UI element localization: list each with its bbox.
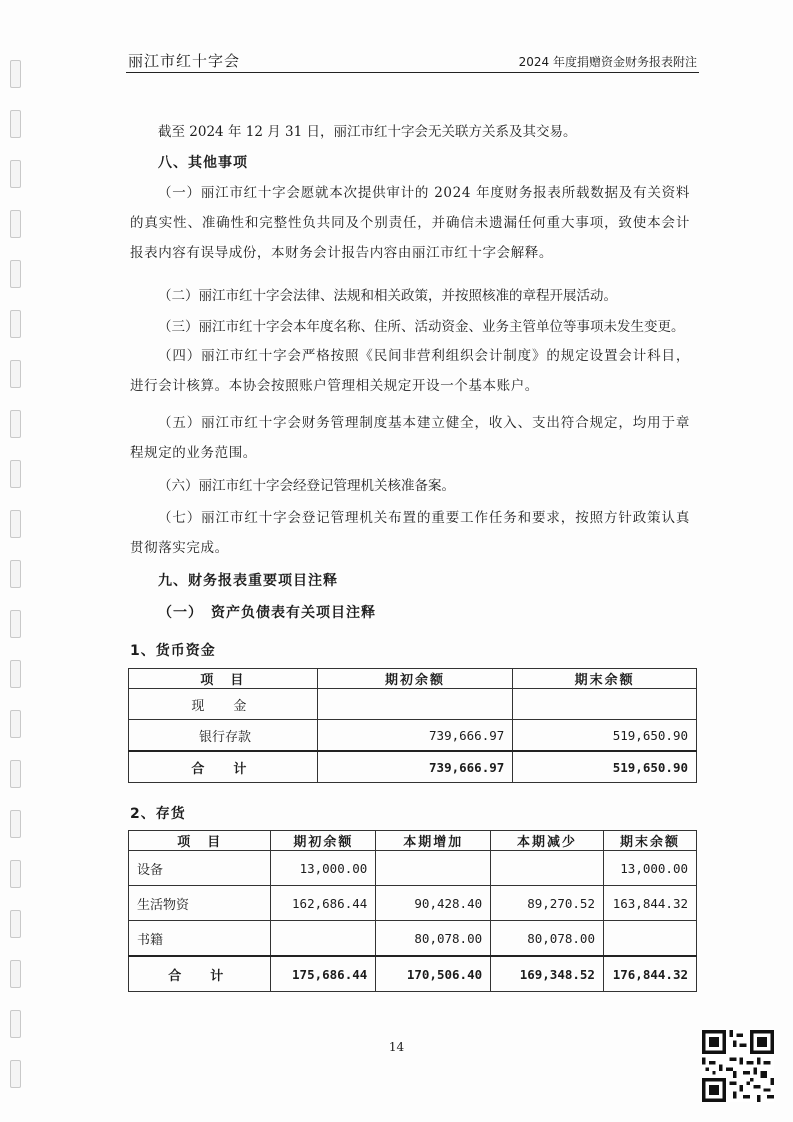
table-row xyxy=(129,851,697,886)
total-label: 合 计 xyxy=(129,956,271,992)
column-header: 项 目 xyxy=(129,669,318,689)
table-row xyxy=(129,886,697,921)
cell-value: 13,000.00 xyxy=(271,851,376,886)
column-header: 项 目 xyxy=(129,831,271,851)
total-value: 739,666.97 xyxy=(317,751,513,783)
column-header: 期末余额 xyxy=(513,669,697,689)
table-2-title: 2、存货 xyxy=(130,806,186,822)
section-9-heading: 九、财务报表重要项目注释 xyxy=(158,573,338,589)
cell-value xyxy=(271,921,376,957)
column-header: 本期增加 xyxy=(376,831,491,851)
row-label: 现 金 xyxy=(129,689,318,720)
cell-value: 162,686.44 xyxy=(271,886,376,921)
column-header: 本期减少 xyxy=(491,831,604,851)
header-divider xyxy=(126,72,699,73)
cell-value: 519,650.90 xyxy=(513,720,697,752)
item-7: （七）丽江市红十字会登记管理机关布置的重要工作任务和要求，按照方针政策认真贯彻落实完成。 xyxy=(130,510,690,556)
total-label: 合 计 xyxy=(129,751,318,783)
section-8-heading: 八、其他事项 xyxy=(158,155,248,171)
inventory-table xyxy=(128,830,697,992)
table-header-row xyxy=(129,831,697,851)
table-row xyxy=(129,689,697,720)
table-total-row xyxy=(129,751,697,783)
cell-value: 80,078.00 xyxy=(376,921,491,957)
total-value: 176,844.32 xyxy=(603,956,696,992)
table-row xyxy=(129,921,697,957)
item-1: （一）丽江市红十字会愿就本次提供审计的 2024 年度财务报表所载数据及有关资料的真实性、准确性和完整性负共同及个别责任，并确信未遗漏任何重大事项，致使本会计报表内容有误导成份，本财务会计报告内容由丽江市红十字会解释。 xyxy=(130,185,690,261)
table-row xyxy=(129,720,697,752)
cell-value: 80,078.00 xyxy=(491,921,604,957)
cash-table xyxy=(128,668,697,783)
item-2: （二）丽江市红十字会法律、法规和相关政策，并按照核准的章程开展活动。 xyxy=(158,288,617,304)
subsection-1-heading: （一） 资产负债表有关项目注释 xyxy=(158,605,376,621)
row-label: 生活物资 xyxy=(129,886,271,921)
item-3: （三）丽江市红十字会本年度名称、住所、活动资金、业务主管单位等事项未发生变更。 xyxy=(158,319,685,335)
row-label: 书籍 xyxy=(129,921,271,957)
header-document-title: 2024 年度捐赠资金财务报表附注 xyxy=(518,55,697,69)
cell-value xyxy=(513,689,697,720)
column-header: 期初余额 xyxy=(271,831,376,851)
item-5: （五）丽江市红十字会财务管理制度基本建立健全，收入、支出符合规定，均用于章程规定的业务范围。 xyxy=(130,415,690,461)
table-1-title: 1、货币资金 xyxy=(130,643,216,659)
total-value: 169,348.52 xyxy=(491,956,604,992)
item-4: （四）丽江市红十字会严格按照《民间非营利组织会计制度》的规定设置会计科目，进行会计核算。本协会按照账户管理相关规定开设一个基本账户。 xyxy=(130,348,690,394)
page-number: 14 xyxy=(388,1040,405,1054)
item-6: （六）丽江市红十字会经登记管理机关核准备案。 xyxy=(158,478,455,494)
cell-value xyxy=(491,851,604,886)
cell-value: 90,428.40 xyxy=(376,886,491,921)
cell-value xyxy=(376,851,491,886)
intro-paragraph: 截至 2024 年 12 月 31 日，丽江市红十字会无关联方关系及其交易。 xyxy=(158,124,577,140)
qr-code-icon xyxy=(702,1030,774,1102)
column-header: 期末余额 xyxy=(603,831,696,851)
table-header-row xyxy=(129,669,697,689)
row-label: 银行存款 xyxy=(129,720,318,752)
column-header: 期初余额 xyxy=(317,669,513,689)
cell-value: 13,000.00 xyxy=(603,851,696,886)
table-total-row xyxy=(129,956,697,992)
cell-value: 163,844.32 xyxy=(603,886,696,921)
total-value: 170,506.40 xyxy=(376,956,491,992)
cell-value xyxy=(603,921,696,957)
cell-value: 89,270.52 xyxy=(491,886,604,921)
cell-value xyxy=(317,689,513,720)
cell-value: 739,666.97 xyxy=(317,720,513,752)
row-label: 设备 xyxy=(129,851,271,886)
total-value: 519,650.90 xyxy=(513,751,697,783)
header-org-name: 丽江市红十字会 xyxy=(128,52,241,70)
total-value: 175,686.44 xyxy=(271,956,376,992)
